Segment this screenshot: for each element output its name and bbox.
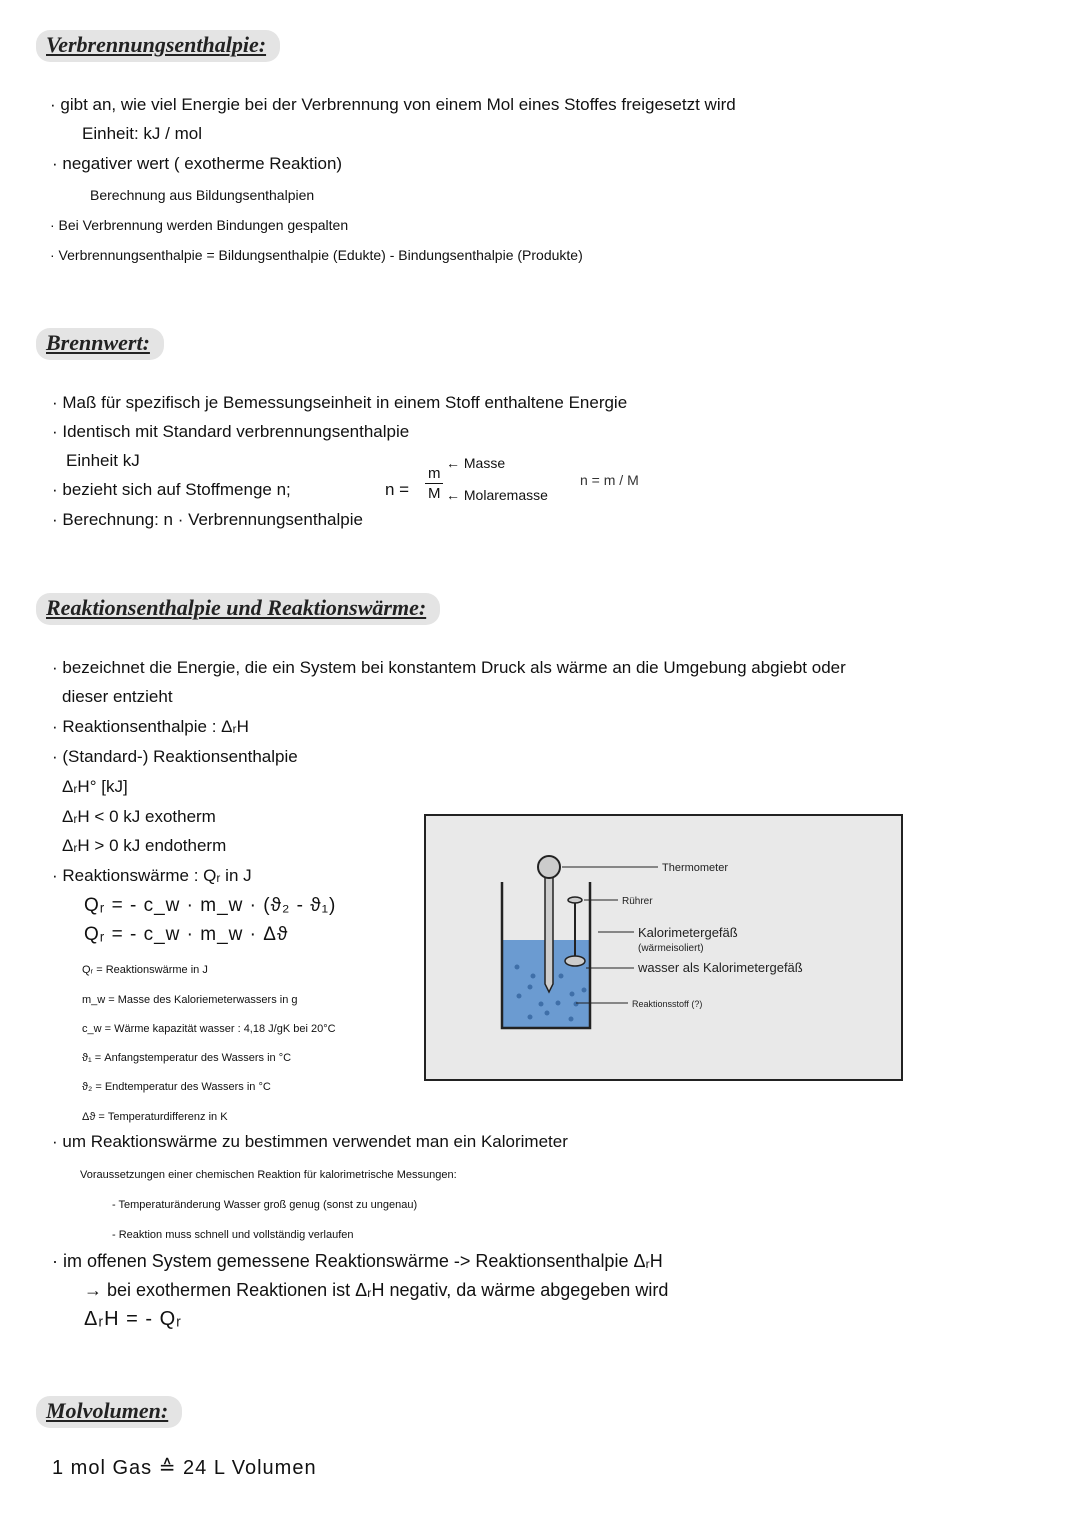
label-masse: ← Masse xyxy=(446,455,506,471)
text-line: Berechnung aus Bildungsenthalpien xyxy=(90,187,315,203)
text-line: · gibt an, wie viel Energie bei der Verbrennung von einem Mol eines Stoffes freigesetzt wird xyxy=(50,95,736,114)
text-line: · Reaktionsenthalpie : ΔᵣH xyxy=(52,717,249,736)
formula-numerator: m xyxy=(428,465,441,482)
text-line: Einheit kJ xyxy=(66,451,140,470)
legend-line: Δϑ = Temperaturdifferenz in K xyxy=(82,1111,228,1123)
calorimeter-diagram xyxy=(424,814,903,1081)
text-line: ΔᵣH = - Qᵣ xyxy=(84,1308,182,1330)
text-line: ΔᵣH < 0 kJ exotherm xyxy=(62,807,216,826)
text-line: · Bei Verbrennung werden Bindungen gespalten xyxy=(50,217,349,233)
legend-line: Qᵣ = Reaktionswärme in J xyxy=(82,964,208,976)
text-line: · negativer wert ( exotherme Reaktion) xyxy=(52,154,343,173)
text-line: · Berechnung: n · Verbrennungsenthalpie xyxy=(52,510,363,529)
formula-denominator: M xyxy=(428,485,441,502)
text-line: - Reaktion muss schnell und vollständig verlaufen xyxy=(112,1229,354,1241)
legend-line: c_w = Wärme kapazität wasser : 4,18 J/gK bei 20°C xyxy=(82,1023,336,1035)
text-line: Voraussetzungen einer chemischen Reaktion für kalorimetrische Messungen: xyxy=(80,1169,457,1181)
label-kalorimetergefaess: Kalorimetergefäß xyxy=(638,925,738,940)
formula-inline: n = m / M xyxy=(580,472,639,488)
text-line: · Verbrennungsenthalpie = Bildungsenthalpie (Edukte) - Bindungsenthalpie (Produkte) xyxy=(50,247,583,263)
text-line: ΔᵣH° [kJ] xyxy=(62,777,128,796)
legend-line: ϑ₁ = Anfangstemperatur des Wassers in °C xyxy=(82,1052,292,1064)
legend-line: m_w = Masse des Kaloriemeterwassers in g xyxy=(82,994,298,1006)
text-line: · bezeichnet die Energie, die ein System bei konstantem Druck als wärme an die Umgebung abgiebt oder xyxy=(52,658,846,677)
stirrer-disk xyxy=(565,956,585,966)
text-line: · bezieht sich auf Stoffmenge n; xyxy=(52,480,291,499)
text-line: · um Reaktionswärme zu bestimmen verwendet man ein Kalorimeter xyxy=(52,1132,568,1151)
text-line: · im offenen System gemessene Reaktionswärme -> Reaktionsenthalpie ΔᵣH xyxy=(52,1251,663,1271)
text-line: · (Standard-) Reaktionsenthalpie xyxy=(52,747,298,766)
text-line: - Temperaturänderung Wasser groß genug (sonst zu ungenau) xyxy=(112,1199,418,1211)
label-waermeisoliert: (wärmeisoliert) xyxy=(638,943,704,954)
text-line: Einheit: kJ / mol xyxy=(82,124,202,143)
text-line: → bei exothermen Reaktionen ist ΔᵣH negativ, da wärme abgegeben wird xyxy=(84,1280,669,1300)
text-line: · Reaktionswärme : Qᵣ in J xyxy=(52,866,252,885)
formula-line: Qᵣ = - c_w · m_w · (ϑ₂ - ϑ₁) xyxy=(84,895,337,916)
text-line: · Identisch mit Standard verbrennungsenthalpie xyxy=(52,422,410,441)
label-molaremasse: ← Molaremasse xyxy=(446,487,548,503)
label-thermometer: Thermometer xyxy=(662,862,729,874)
legend-line: ϑ₂ = Endtemperatur des Wassers in °C xyxy=(82,1081,271,1093)
text-line: dieser entzieht xyxy=(62,687,173,706)
stirrer-top xyxy=(568,897,582,903)
text-line: 1 mol Gas ≙ 24 L Volumen xyxy=(52,1457,317,1479)
thermometer-stem xyxy=(545,876,553,992)
label-ruehrer: Rührer xyxy=(622,896,653,907)
label-reaktionsstoff: Reaktionsstoff (?) xyxy=(632,999,703,1009)
heading-molvolumen: Molvolumen: xyxy=(36,1396,182,1428)
label-wasser: wasser als Kalorimetergefäß xyxy=(638,960,803,975)
thermometer-bulb xyxy=(538,856,560,878)
heading-verbrennungsenthalpie: Verbrennungsenthalpie: xyxy=(36,30,280,62)
text-line: ΔᵣH > 0 kJ endotherm xyxy=(62,836,227,855)
text-line: · Maß für spezifisch je Bemessungseinheit in einem Stoff enthaltene Energie xyxy=(52,393,628,412)
formula-line: Qᵣ = - c_w · m_w · Δϑ xyxy=(84,924,289,945)
formula-lhs: n = xyxy=(385,480,410,499)
calorimeter-illustration xyxy=(426,816,901,1079)
heading-brennwert: Brennwert: xyxy=(36,328,164,360)
heading-reaktionsenthalpie: Reaktionsenthalpie und Reaktionswärme: xyxy=(36,593,440,625)
